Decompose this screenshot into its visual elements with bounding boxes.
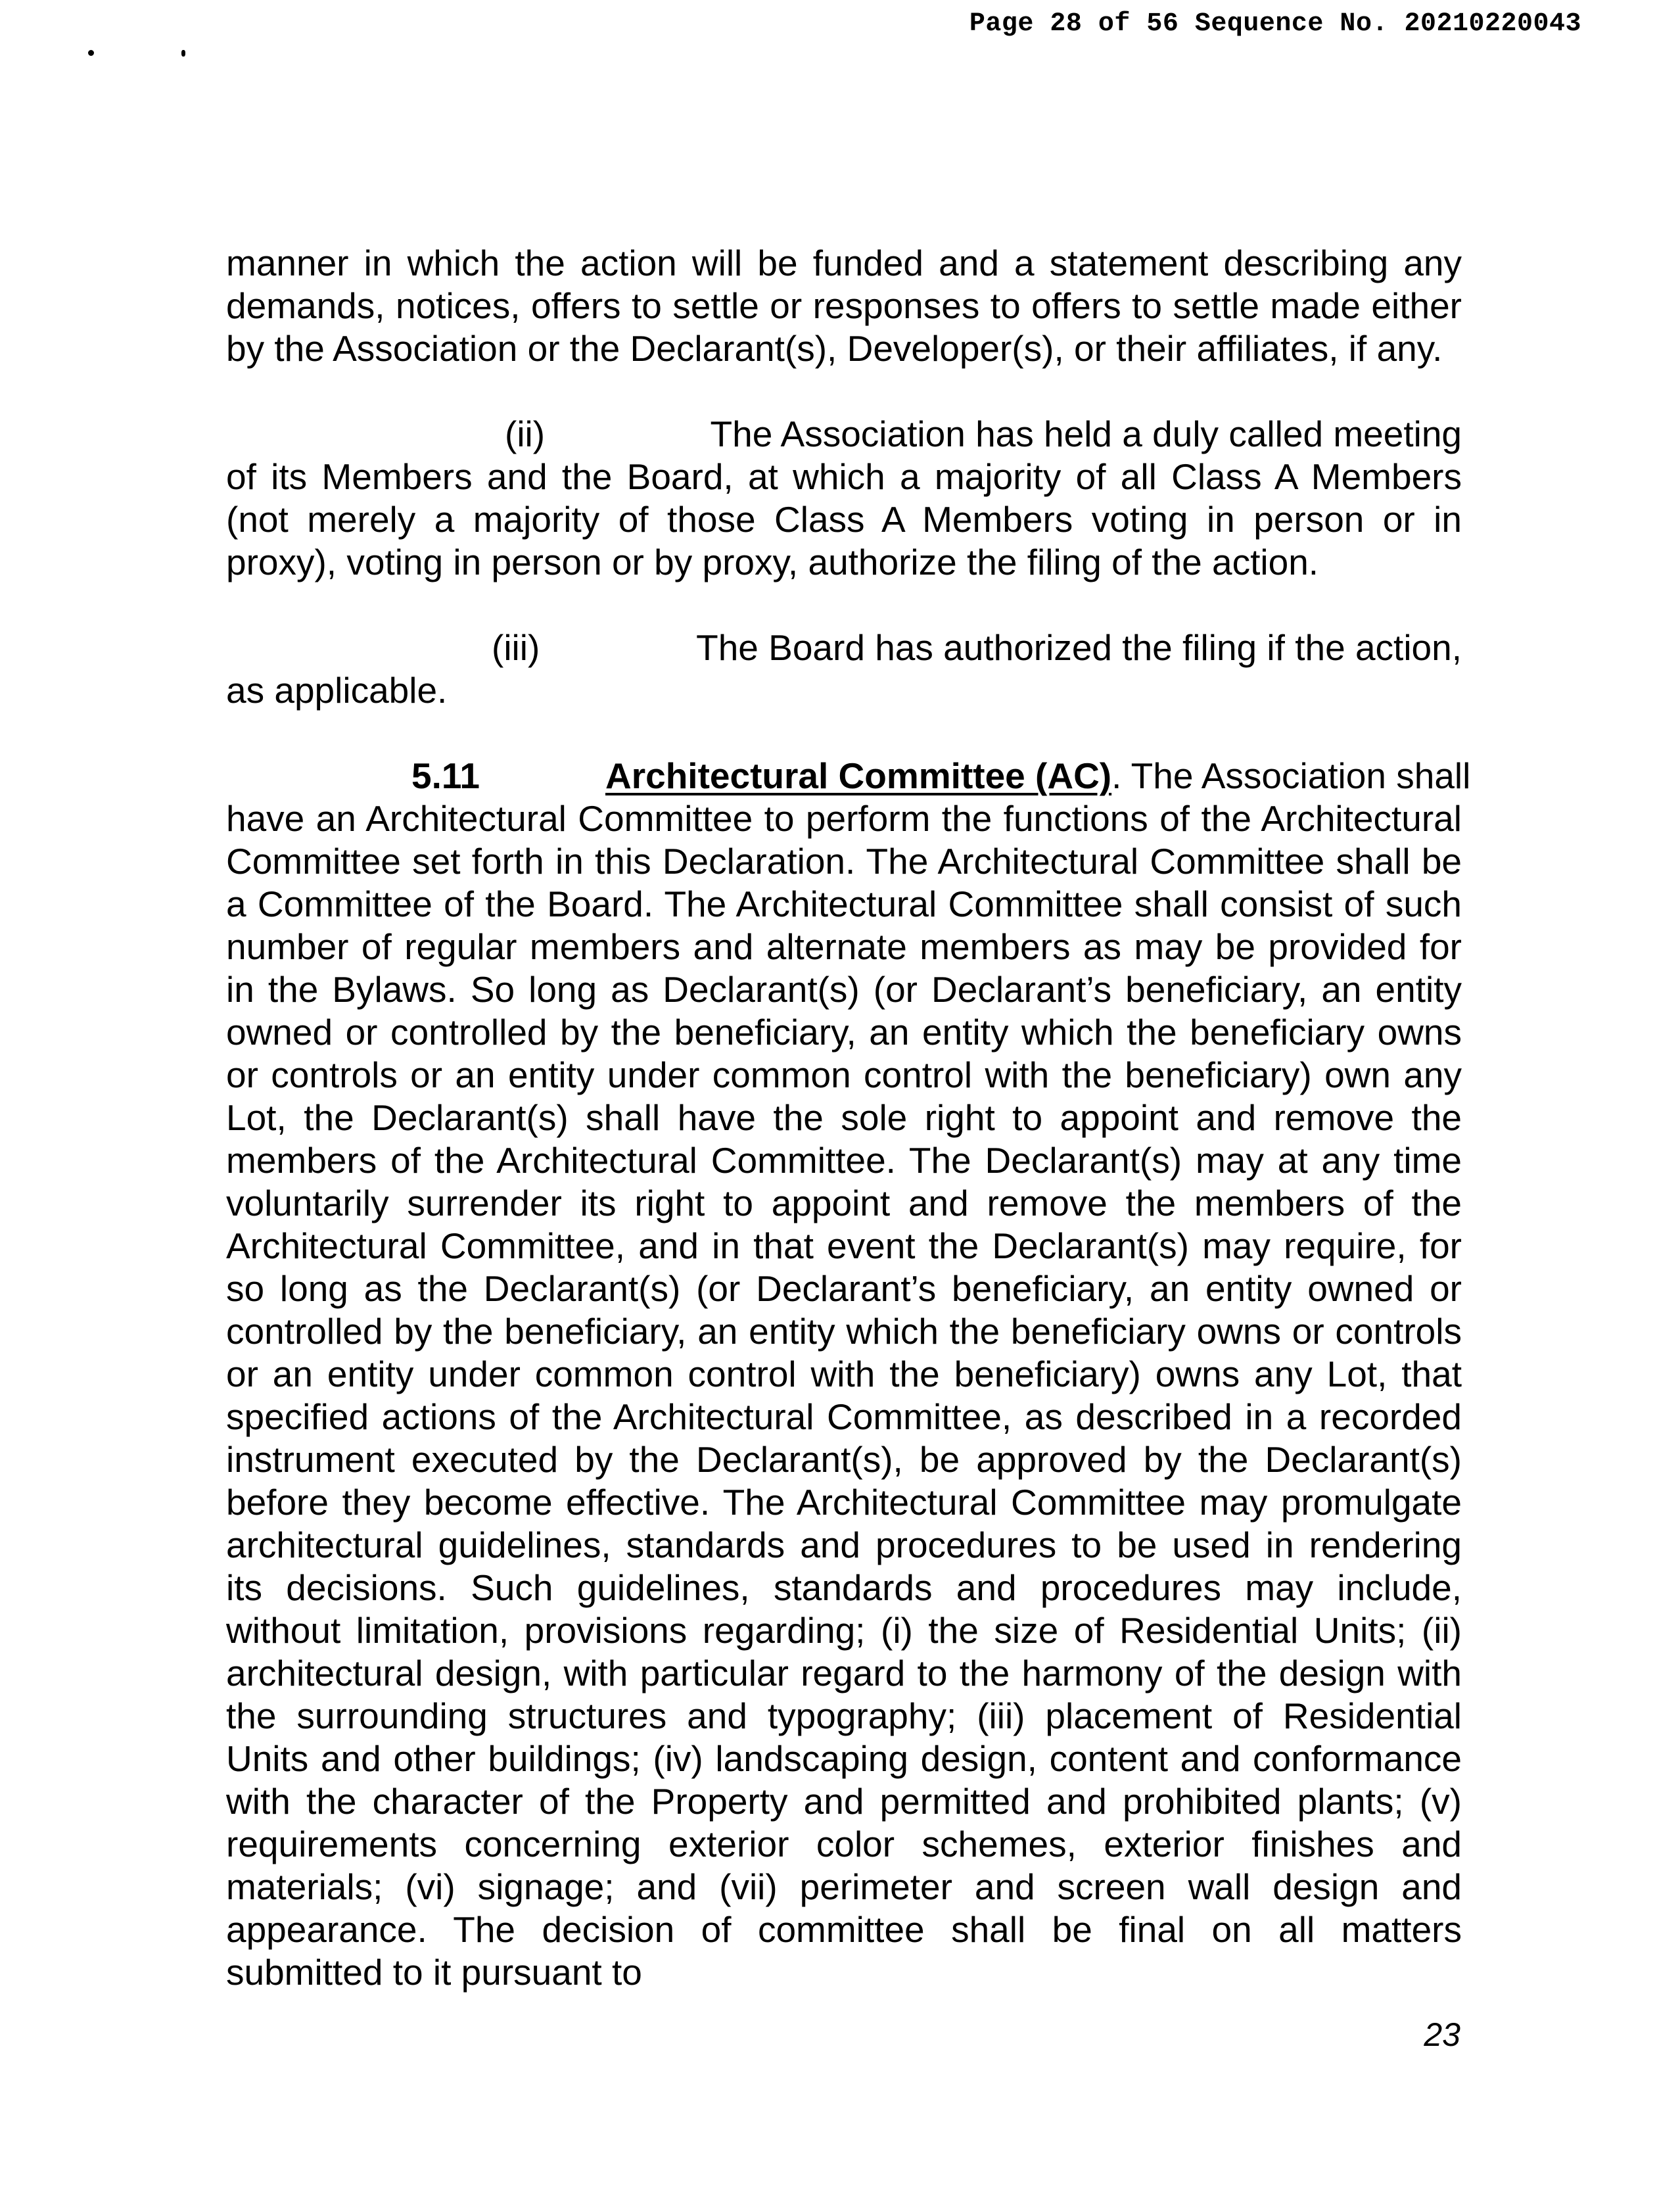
item-iii-lead: The Board has authorized the filing if the action,	[696, 627, 1462, 668]
section-text: have an Architectural Committee to perform the functions of the Architectural Committee set forth in this Declaration. The Architectural Committee shall be a Committee of the Board. The Architectural Committee shall consist of such number of regular members and alternate members as may be provided for in the Bylaws. So long as Declarant(s) (or Declarant’s beneficiary, an entity owned or controlled by the beneficiary, an entity which the beneficiary owns or controls or an entity under common control with the beneficiary) own any Lot, the Declarant(s) shall have the sole right to appoint and remove the members of the Architectural Committee. The Declarant(s) may at any time voluntarily surrender its right to appoint and remove the members of the Architectural Committee, and in that event the Declarant(s) may require, for so long as the Declarant(s) (or Declarant’s beneficiary, an entity owned or controlled by the beneficiary, an entity which the beneficiary owns or controls or an entity under common control with the beneficiary) owns any Lot, that specified actions of the Architectural Committee, as described in a recorded instrument executed by the Declarant(s), be approved by the Declarant(s) before they become effective. The Architectural Committee may promulgate architectural guidelines, standards and procedures to be used in rendering its decisions. Such guidelines, standards and procedures may include, without limitation, provisions regarding; (i) the size of Residential Units; (ii) architectural design, with particular regard to the harmony of the design with the surrounding structures and typography; (iii) placement of Residential Units and other buildings; (iv) landscaping design, content and conformance with the character of the Property and permitted and prohibited plants; (v) requirements concerning exterior color schemes, exterior finishes and materials; (vi) signage; and (vii) perimeter and screen wall design and appearance. The decision of committee shall be final on all matters submitted to it pursuant to	[226, 798, 1462, 1993]
paragraph-gap	[226, 712, 1462, 755]
item-ii-lead: The Association has held a duly called meeting	[710, 414, 1462, 454]
section-number: 5.11	[411, 755, 480, 796]
section-title-suffix: . The Association shall	[1111, 755, 1471, 796]
paragraph-gap	[226, 584, 1462, 627]
item-iii-number: (iii)	[492, 627, 540, 668]
paragraph-gap	[226, 370, 1462, 413]
scan-artifact-mark	[181, 50, 185, 57]
scan-artifact-dot	[88, 50, 94, 56]
section-title: Architectural Committee (AC)	[605, 755, 1112, 796]
item-ii-number: (ii)	[505, 414, 546, 454]
item-iii-first-line	[226, 627, 1462, 669]
paragraph-funding: manner in which the action will be funded and a statement describing any demands, notices, offers to settle or responses to offers to settle made either by the Association or the Declarant(s), Developer(s), or their affiliates, if any.	[226, 243, 1462, 369]
page-number: 23	[1424, 2016, 1460, 2053]
page-sequence-stamp: Page 28 of 56 Sequence No. 20210220043	[969, 9, 1581, 39]
item-iii-text: as applicable.	[226, 670, 448, 711]
item-ii-text: of its Members and the Board, at which a majority of all Class A Members (not merely a majority of those Class A Members voting in person or in proxy), voting in person or by proxy, authorize the filing of the action.	[226, 456, 1462, 582]
section-heading-line	[226, 755, 1471, 797]
item-ii-first-line	[226, 413, 1462, 456]
document-body	[226, 242, 1471, 1994]
